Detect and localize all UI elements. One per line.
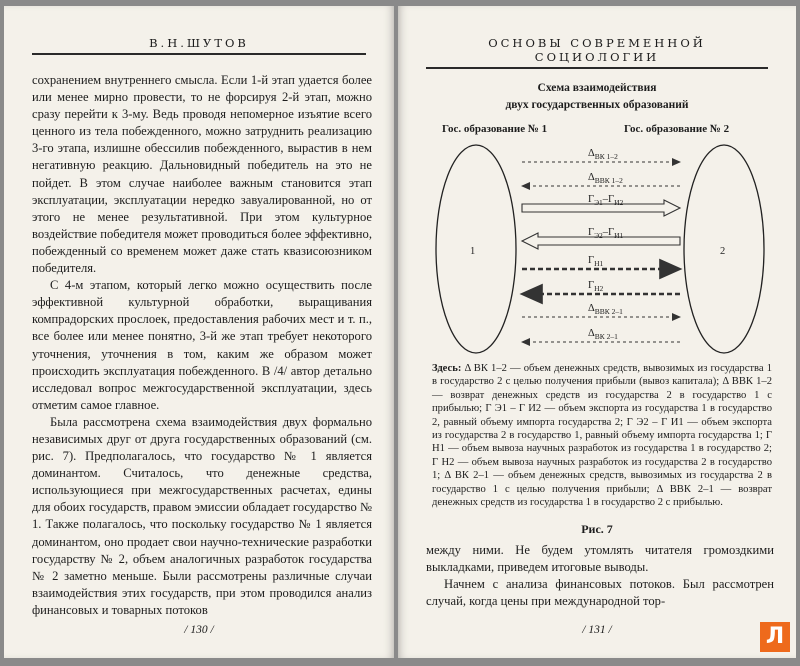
schema-title <box>398 80 796 114</box>
schema-title-line: двух государственных образований <box>505 99 689 111</box>
running-head-author: В.Н.ШУТОВ <box>32 36 366 55</box>
state-2-label: Гос. образование № 2 <box>624 123 730 135</box>
right-body-text <box>426 542 774 610</box>
flow-label: $\Delta_{ВВК 1-2}$ <box>588 172 623 185</box>
node-1-label: 1 <box>470 246 476 257</box>
page-number-left: / 130 / <box>184 624 214 636</box>
paragraph: Была рассмотрена схема взаимодействия двух формально независимых друг от друга государственных образований (см. рис. 7). Предполагалось, что государство № 1 является доминантом. Считалось, что денежные средства, использующиеся при межгосударственных расчетах, едины для обоих государств, правом эмиссии обладает государство № 1. Также полагалось, что поскольку государство № 1 является доминантом, оно продает свои научно-технические разработки государству № 2, объем аналогичных разработок государства № 2 заметно меньше. Были рассмотрены различные случаи взаимодействия этих государств, при этом проводился анализ финансовых и товарных потоков <box>32 414 372 617</box>
figure-caption: Рис. 7 <box>581 522 613 536</box>
paragraph: между ними. Не будем утомлять читателя громоздкими выкладками, приведем итоговые выводы. <box>426 543 774 575</box>
legend-text: Δ ВК 1–2 — объем денежных средств, вывозимых из государства 1 в государство 2 с целью получения прибыли (вывоз капитала); Δ ВВК 1–2 — возврат денежных средств из государства 2 в государство 1 с прибылью; Г Э1 – Г И2 — объем экспорта из государства 1 в государство 2, равный объему импорта государства 2; Г Э2 – Г И1 — объем экспорта из государства 2 в государство 1, равный объему импорта государства 1; Г Н1 — объем вывоза научных разработок из государства 1 в государство 2; Г Н2 — объем вывоза научных разработок из государства 2 в государство 1; Δ ВК 2–1 — объем денежных средств, вывозимых из государства 2 в государство 1 с целью получения прибыли; Δ ВВК 2–1 — возврат денежных средств из государства 1 в государство 2 с прибылью. <box>432 363 772 509</box>
schema-title-line: Схема взаимодействия <box>537 82 657 94</box>
diagram-legend <box>432 362 772 509</box>
flow-label: $Г_{Э2}-Г_{И1}$ <box>588 227 624 240</box>
left-body-text <box>32 72 372 619</box>
flow-label: $\Delta_{ВК 2-1}$ <box>588 328 618 341</box>
running-head-title: ОСНОВЫ СОВРЕМЕННОЙ СОЦИОЛОГИИ <box>426 36 768 69</box>
node-2-label: 2 <box>720 246 726 257</box>
left-page <box>4 6 394 658</box>
paragraph: С 4-м этапом, который легко можно осуществить после эффективной культурной обработки, выращивания компрадорских прослоек, предоставления рабочих мест и т. п., все более или менее понятно, 3-й же этап требует некоторого уточнения, уточнения в том, каким же образом может происходить эксплуатация побежденного. В /4/ автор детально исследовал вопрос межгосударственной эксплуатации, здесь отметим самое главное. <box>32 278 372 412</box>
publisher-logo: Л <box>760 622 790 652</box>
flow-label: $\Delta_{ВВК 2-1}$ <box>588 303 623 316</box>
state-1-ellipse <box>436 145 516 353</box>
legend-lead: Здесь: <box>432 363 462 374</box>
flow-label: $Г_{Н2}$ <box>588 280 604 293</box>
right-page <box>398 6 796 658</box>
page-number-right: / 131 / <box>582 624 612 636</box>
paragraph: сохранением внутреннего смысла. Если 1-й этап удается более или менее мирно провести, то не форсируя 2-й этап, можно сразу перейти к 3-му. Ведь проводя непомерное изъятие всего ценного из тела побежденного, можно затруднить реализацию 3-го этапа, излишне обессилив побежденного, вырастив в нем негативную реакцию. Дальновидный победитель на это не пойдет. В этом случае наиболее важным становится этап эксплуатации, эксплуатации нередко завуалированной, но от этого не менее результативной. При этом культурное воздействие победителя может проводиться более эффективно, побежденный со временем может даже стать квазисоюзником победителя. <box>32 73 372 276</box>
paragraph: Начнем с анализа финансовых потоков. Был рассмотрен случай, когда цены при международной тор- <box>426 577 774 609</box>
flow-label: $Г_{Э1}-Г_{И2}$ <box>588 194 624 207</box>
interaction-diagram <box>430 140 770 358</box>
state-1-label: Гос. образование № 1 <box>442 123 548 135</box>
flow-label: $Г_{Н1}$ <box>588 255 604 268</box>
flow-label: $\Delta_{ВК 1-2}$ <box>588 148 618 161</box>
